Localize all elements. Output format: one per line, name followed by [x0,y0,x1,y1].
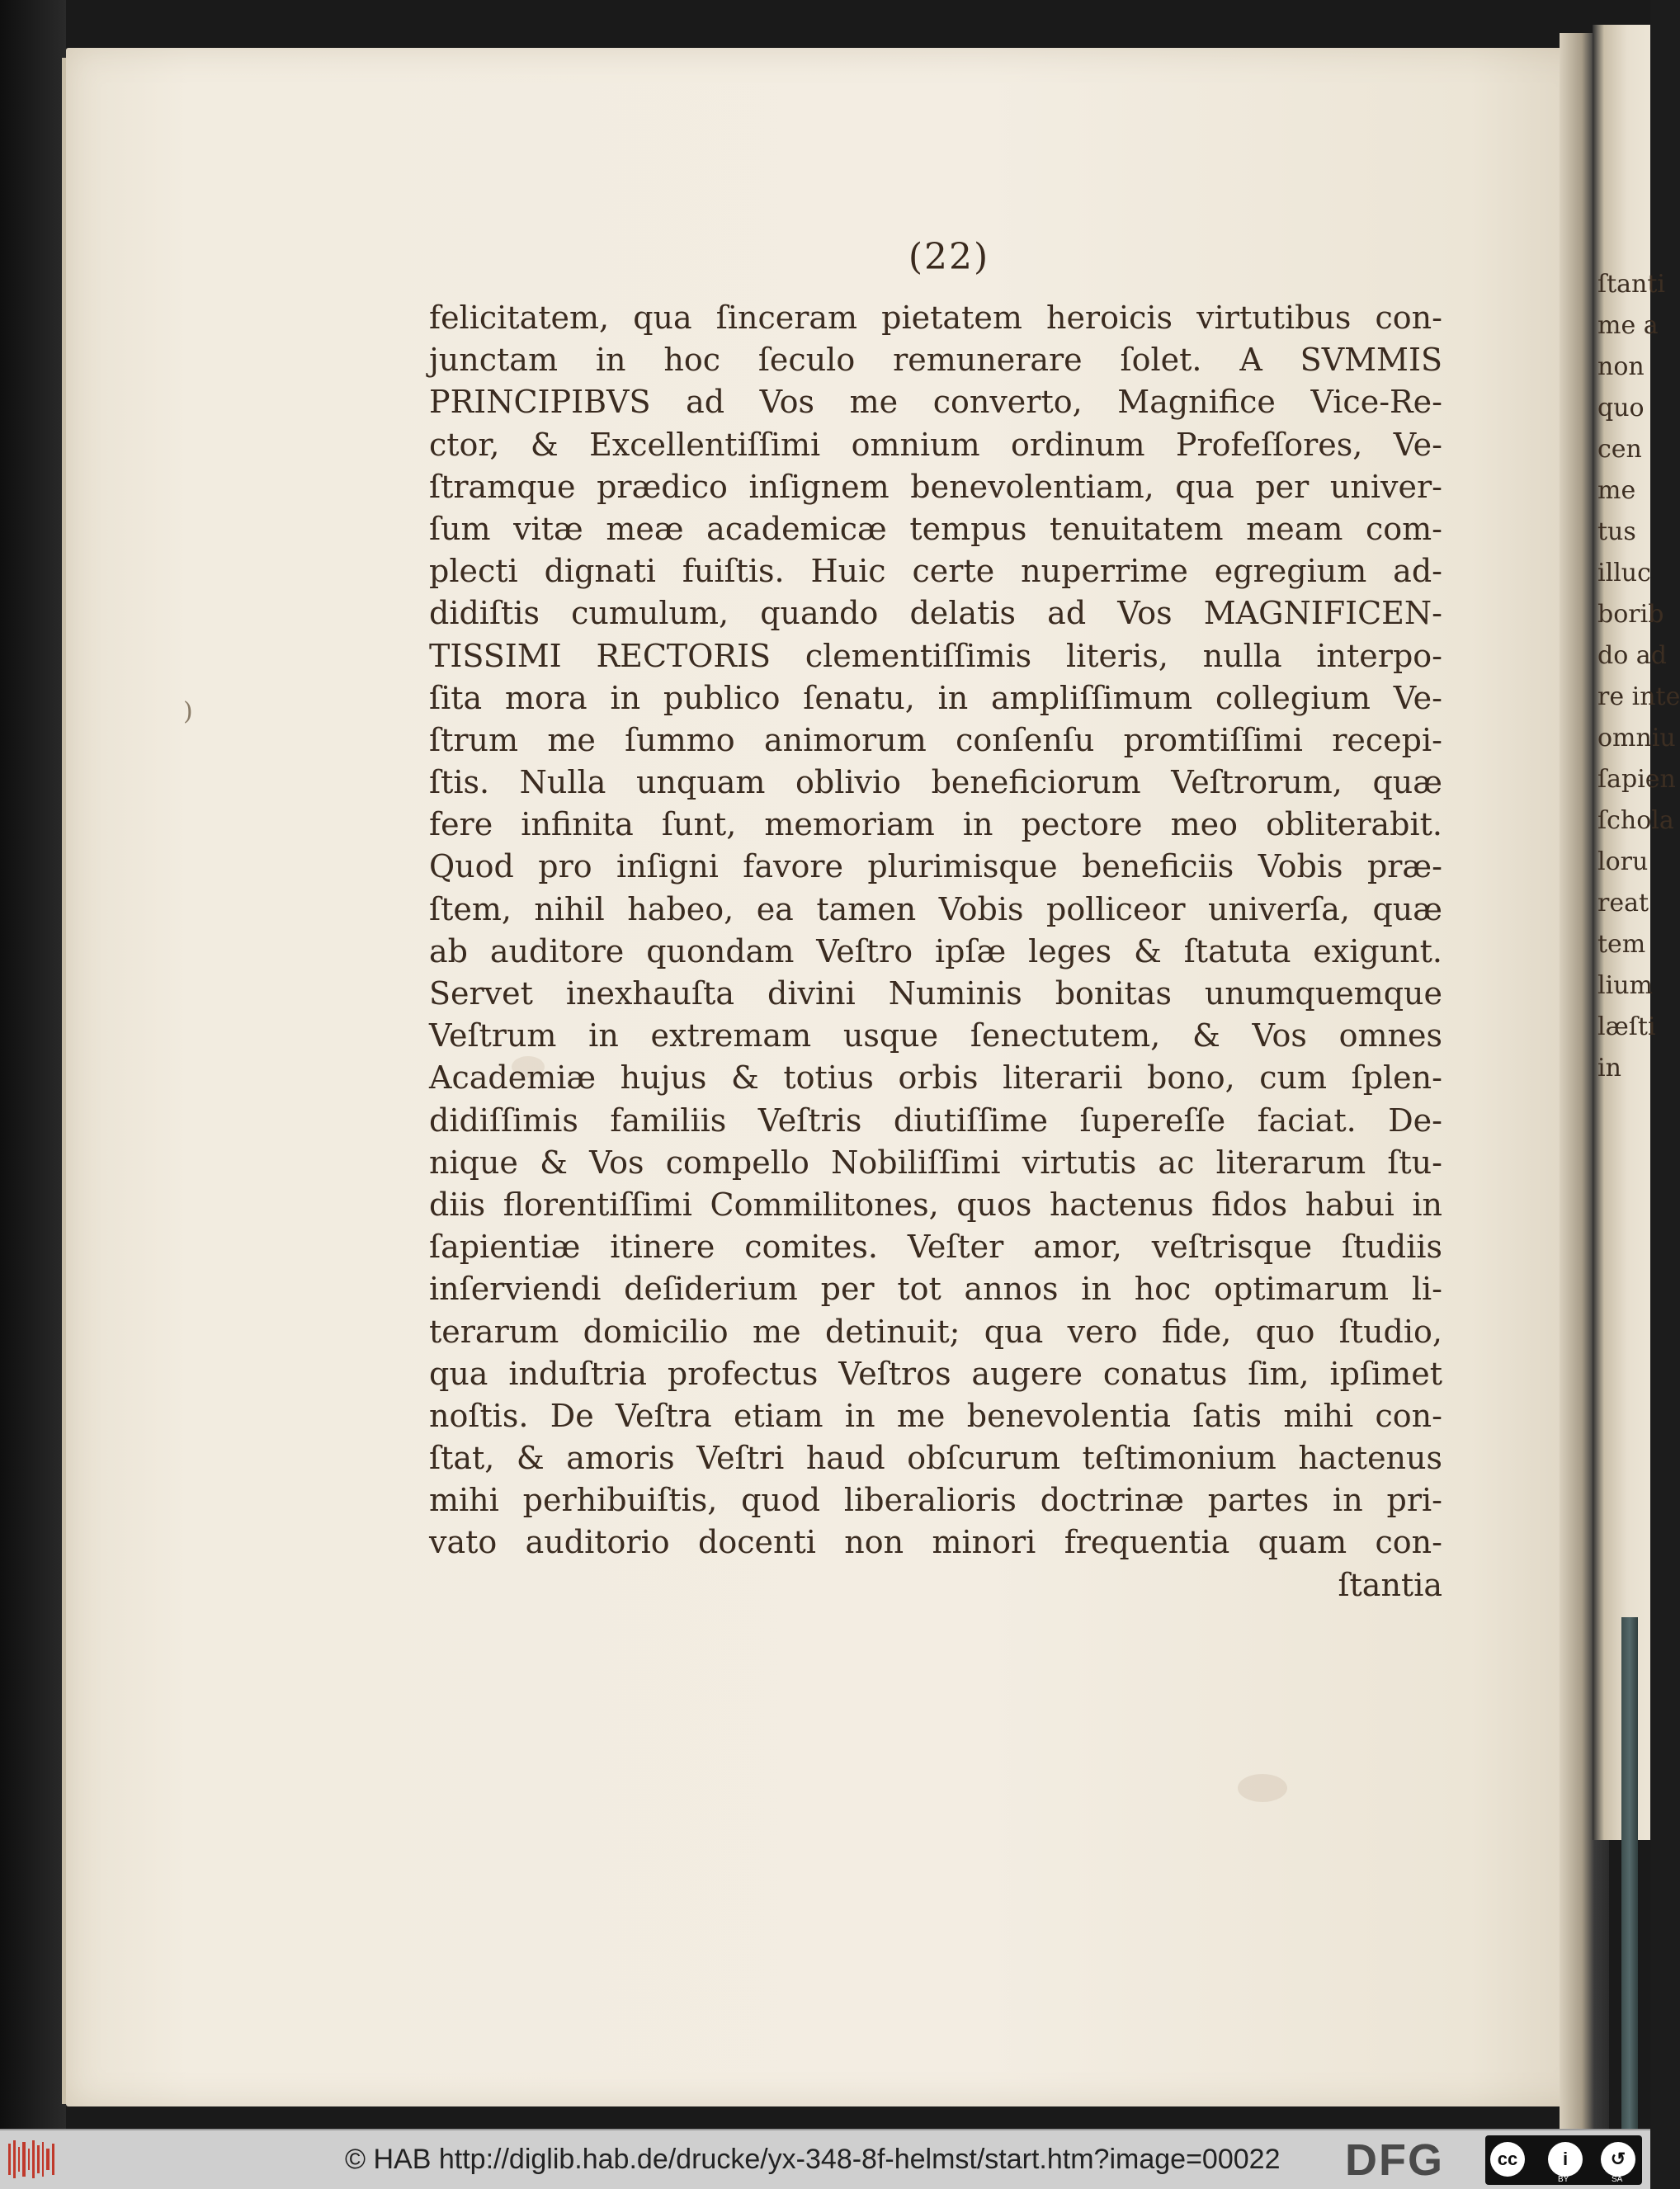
text-line: ſapientiæ itinere comites. Veſter amor, veſtrisque ſtudiis [429,1229,1442,1266]
next-page-fragment: non [1597,352,1645,381]
next-page-fragment: loru [1597,847,1649,876]
text-line: Academiæ hujus & totius orbis literarii bono, cum ſplen- [429,1059,1442,1097]
text-line: ctor, & Excellentiſſimi omnium ordinum Profeſſores, Ve- [429,426,1442,463]
text-line: didiſtis cumulum, quando delatis ad Vos MAGNIFICEN- [429,595,1442,632]
body-text [429,297,1442,1606]
by-icon: i [1548,2142,1583,2177]
sa-icon: ↺ [1601,2142,1635,2177]
cc-license-badge[interactable] [1485,2135,1642,2185]
text-line: qua induſtria profectus Veſtros augere conatus ſim, ipſimet [429,1355,1442,1392]
next-page-fragment: me a [1597,311,1659,340]
by-label: BY [1558,2175,1569,2184]
margin-mark: ) [183,697,193,726]
next-page-fragment: re inte [1597,682,1680,711]
text-line: ſum vitæ meæ academicæ tempus tenuitatem meam com- [429,510,1442,547]
dfg-logo: DFG [1345,2135,1444,2185]
next-page-fragment: illuc [1597,559,1651,587]
text-line: inſerviendi deſiderium per tot annos in hoc optimarum li- [429,1271,1442,1308]
barcode-icon [8,2140,58,2178]
sa-label: SA [1612,2175,1623,2184]
text-line: PRINCIPIBVS ad Vos me converto, Magnifice Vice-Re- [429,384,1442,421]
text-line: Quod pro inſigni favore plurimisque beneficiis Vobis præ- [429,848,1442,885]
bookmark-ribbon [1621,1617,1638,2129]
text-line: Veſtrum in extremam usque ſenectutem, & Vos omnes [429,1017,1442,1054]
next-page-fragment: reat [1597,889,1649,918]
text-line: ſtramque prædico inſignem benevolentiam, qua per univer- [429,468,1442,505]
text-line: noſtis. De Veſtra etiam in me benevolentia ſatis mihi con- [429,1397,1442,1434]
text-line: vato auditorio docenti non minori frequentia quam con- [429,1524,1442,1561]
catchword: ſtantia [1338,1566,1442,1603]
text-line: nique & Vos compello Nobiliſſimi virtutis ac literarum ſtu- [429,1144,1442,1181]
book-shadow [0,0,66,2129]
text-line: TISSIMI RECTORIS clementiſſimis literis, nulla interpo- [429,637,1442,674]
next-page-fragment: me [1597,476,1636,505]
text-line: fere infinita ſunt, memoriam in pectore meo obliterabit. [429,806,1442,843]
text-line: plecti dignati fuiſtis. Huic certe nuperrime egregium ad- [429,553,1442,590]
next-page-fragment: ſtanti [1597,270,1666,299]
next-page-text [1597,264,1680,1089]
text-line: ab auditore quondam Veſtro ipſæ leges & ſtatuta exigunt. [429,932,1442,969]
text-line: felicitatem, qua ſinceram pietatem heroicis virtutibus con- [429,300,1442,336]
cc-icon: cc [1490,2142,1525,2177]
text-line: terarum domicilio me detinuit; qua vero fide, quo ſtudio, [429,1313,1442,1350]
next-page-fragment: cen [1597,435,1642,464]
next-page-fragment: do ad [1597,641,1667,670]
next-page-fragment: omniu [1597,724,1676,752]
next-page-fragment: ſchola [1597,806,1674,835]
text-line: ſtis. Nulla unquam oblivio beneficiorum Veſtrorum, quæ [429,764,1442,801]
text-line: junctam in hoc ſeculo remunerare ſolet. A SVMMIS [429,342,1442,379]
text-line: didiſſimis familiis Veſtris diutiſſime ſupereſſe faciat. De- [429,1102,1442,1139]
text-line: mihi perhibuiſtis, quod liberalioris doctrinæ partes in pri- [429,1482,1442,1519]
next-page-fragment: in [1597,1054,1621,1083]
page-number: (22) [908,236,990,278]
next-page-fragment: quo [1597,394,1645,422]
text-line: ſtem, nihil habeo, ea tamen Vobis polliceor univerſa, quæ [429,890,1442,927]
next-page-fragment: lium [1597,971,1653,1000]
viewer-footer [0,2129,1650,2189]
text-line: diis florentiſſimi Commilitones, quos hactenus fidos habui in [429,1186,1442,1223]
next-page-fragment: borib [1597,600,1664,629]
next-page-fragment: ſapien [1597,765,1676,794]
next-page-fragment: læſti [1597,1012,1656,1041]
text-line: ſtrum me ſummo animorum conſenſu promtiſſimi recepi- [429,721,1442,758]
text-line: Servet inexhauſta divini Numinis bonitas unumquemque [429,975,1442,1012]
paper-stain [1238,1774,1287,1802]
next-page-fragment: tem [1597,930,1646,959]
text-line: ſita mora in publico ſenatu, in ampliſſimum collegium Ve- [429,679,1442,716]
copyright-link[interactable]: © HAB http://diglib.hab.de/drucke/yx-348-8f-helmst/start.htm?image=00022 [345,2144,1281,2175]
next-page-fragment: tus [1597,517,1636,546]
text-line: ſtat, & amoris Veſtri haud obſcurum teſtimonium hactenus [429,1440,1442,1477]
